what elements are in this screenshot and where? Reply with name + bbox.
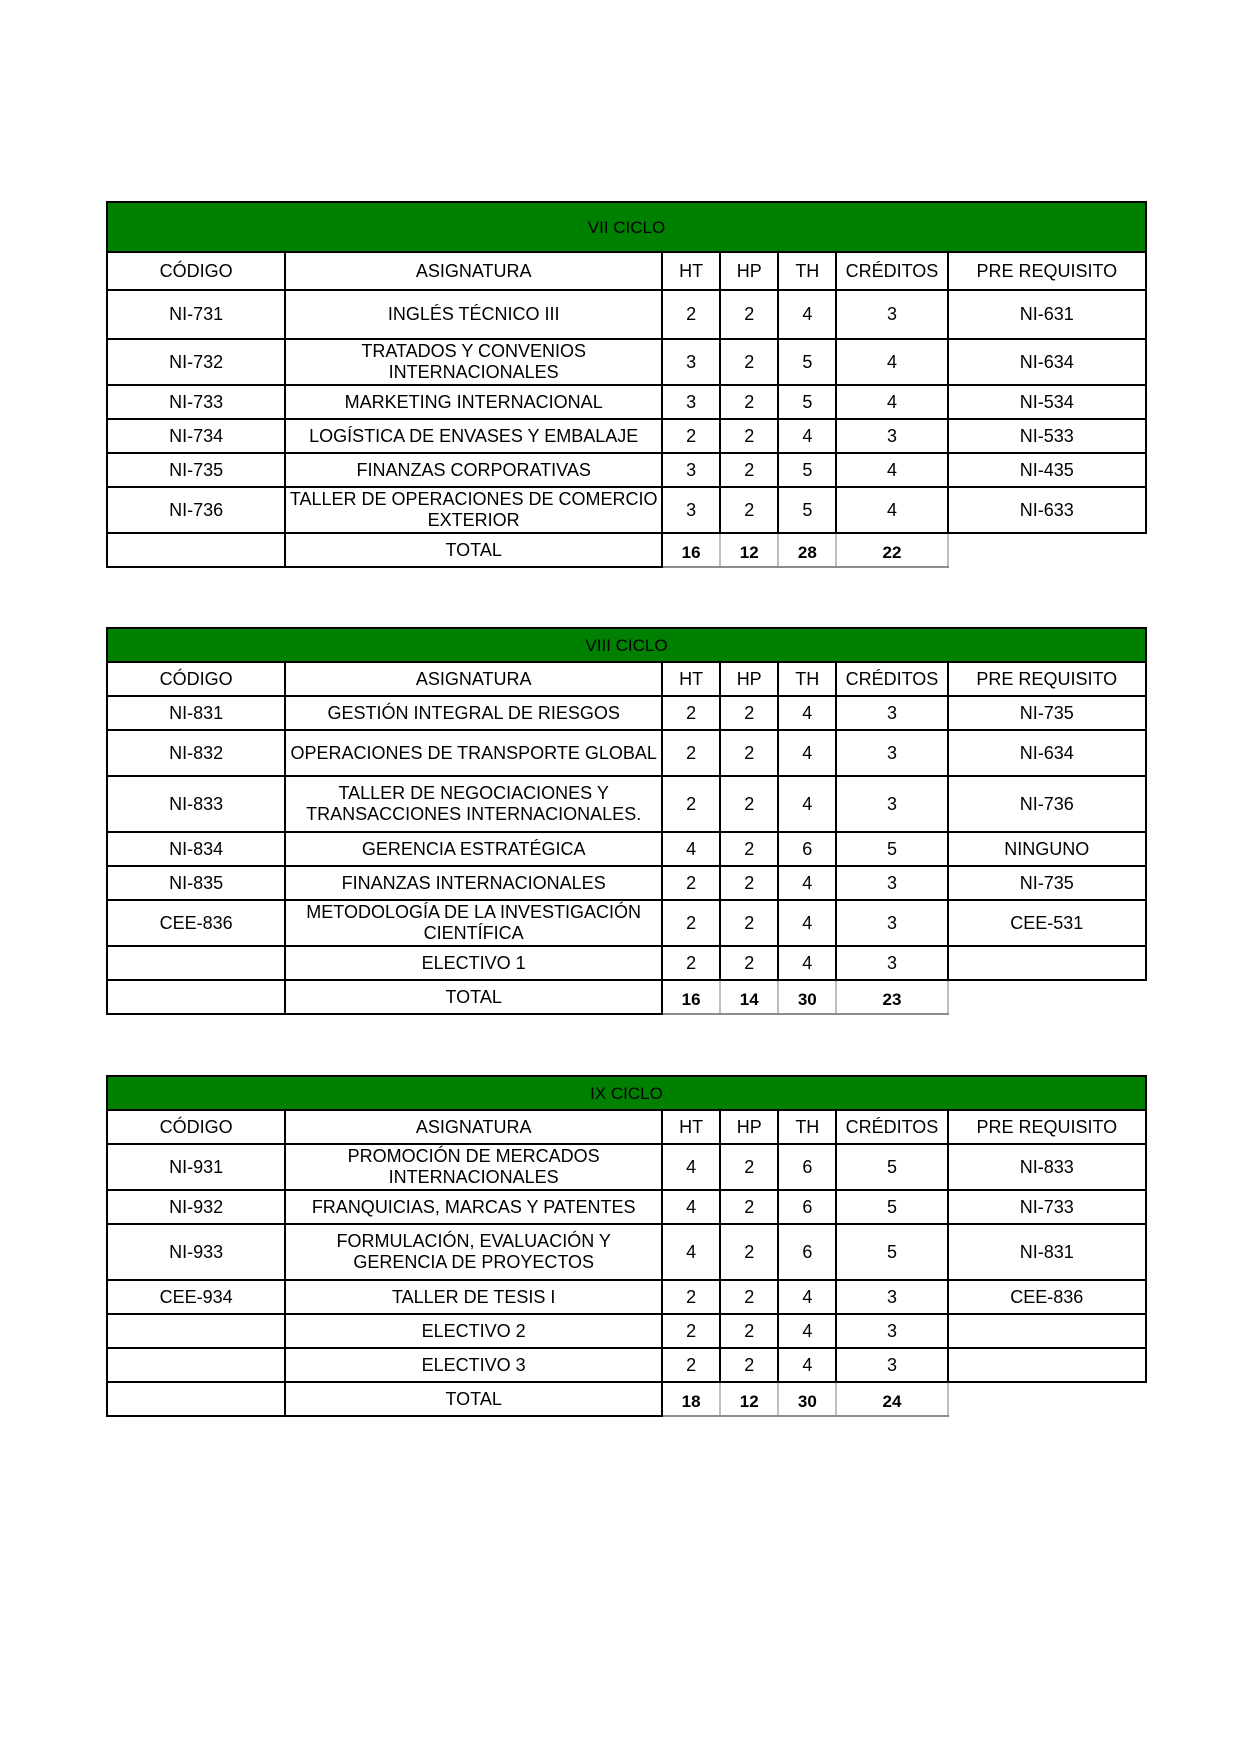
cell-asignatura: TALLER DE NEGOCIACIONES Y TRANSACCIONES INTERNACIONALES. [285, 776, 662, 832]
cell-prerequisito: NI-435 [948, 453, 1146, 487]
cell-creditos: 3 [836, 1314, 947, 1348]
total-creditos: 22 [836, 533, 947, 567]
cell-hp: 2 [720, 1190, 778, 1224]
cell-ht: 2 [662, 290, 720, 339]
total-empty-cell [107, 533, 285, 567]
column-header-prerequisito: PRE REQUISITO [948, 662, 1146, 696]
table-row [107, 419, 1146, 453]
cell-ht: 4 [662, 832, 720, 866]
cell-codigo [107, 1314, 285, 1348]
column-header-hp: HP [720, 1110, 778, 1144]
cell-codigo: NI-832 [107, 730, 285, 776]
column-header-ht: HT [662, 252, 720, 290]
cycle-title-row [107, 202, 1146, 252]
cell-prerequisito [948, 946, 1146, 980]
cell-creditos: 3 [836, 1348, 947, 1382]
cell-hp: 2 [720, 419, 778, 453]
table-row [107, 1280, 1146, 1314]
cell-asignatura: TRATADOS Y CONVENIOS INTERNACIONALES [285, 339, 662, 385]
cell-ht: 4 [662, 1224, 720, 1280]
cell-asignatura: INGLÉS TÉCNICO III [285, 290, 662, 339]
cell-hp: 2 [720, 1314, 778, 1348]
total-blank-cell [948, 533, 1146, 567]
cell-prerequisito: NI-735 [948, 696, 1146, 730]
cell-asignatura: FINANZAS CORPORATIVAS [285, 453, 662, 487]
column-header-ht: HT [662, 1110, 720, 1144]
total-th: 30 [778, 1382, 836, 1416]
cell-codigo: NI-931 [107, 1144, 285, 1190]
cell-ht: 2 [662, 946, 720, 980]
cell-asignatura: ELECTIVO 2 [285, 1314, 662, 1348]
total-ht: 16 [662, 980, 720, 1014]
cell-hp: 2 [720, 696, 778, 730]
cell-creditos: 3 [836, 419, 947, 453]
cell-codigo [107, 1348, 285, 1382]
cell-th: 4 [778, 730, 836, 776]
cell-codigo: NI-733 [107, 385, 285, 419]
cell-creditos: 4 [836, 453, 947, 487]
cell-ht: 2 [662, 696, 720, 730]
total-row [107, 1382, 1146, 1416]
cell-hp: 2 [720, 1144, 778, 1190]
cell-hp: 2 [720, 900, 778, 946]
cell-hp: 2 [720, 453, 778, 487]
cell-prerequisito [948, 1348, 1146, 1382]
column-header-asignatura: ASIGNATURA [285, 1110, 662, 1144]
cell-ht: 4 [662, 1190, 720, 1224]
cell-creditos: 3 [836, 730, 947, 776]
cell-th: 4 [778, 1314, 836, 1348]
cell-hp: 2 [720, 487, 778, 533]
table-row [107, 453, 1146, 487]
cell-codigo: NI-732 [107, 339, 285, 385]
column-header-codigo: CÓDIGO [107, 1110, 285, 1144]
cycle-title-row [107, 1076, 1146, 1110]
total-creditos: 23 [836, 980, 947, 1014]
table-row [107, 1190, 1146, 1224]
cell-prerequisito: NI-736 [948, 776, 1146, 832]
total-creditos: 24 [836, 1382, 947, 1416]
cell-creditos: 5 [836, 1190, 947, 1224]
column-header-codigo: CÓDIGO [107, 252, 285, 290]
table-row [107, 1224, 1146, 1280]
cycle-table [106, 1075, 1147, 1417]
table-row [107, 290, 1146, 339]
cell-hp: 2 [720, 290, 778, 339]
table-row [107, 1314, 1146, 1348]
cell-prerequisito: NI-534 [948, 385, 1146, 419]
cell-asignatura: GESTIÓN INTEGRAL DE RIESGOS [285, 696, 662, 730]
cell-codigo: NI-833 [107, 776, 285, 832]
cell-codigo: NI-835 [107, 866, 285, 900]
cell-hp: 2 [720, 1280, 778, 1314]
cell-codigo: NI-735 [107, 453, 285, 487]
cell-th: 5 [778, 487, 836, 533]
table-row [107, 1144, 1146, 1190]
cell-creditos: 3 [836, 776, 947, 832]
cell-th: 6 [778, 1190, 836, 1224]
cell-creditos: 5 [836, 1144, 947, 1190]
column-header-prerequisito: PRE REQUISITO [948, 252, 1146, 290]
cell-th: 4 [778, 946, 836, 980]
column-header-th: TH [778, 252, 836, 290]
cell-asignatura: ELECTIVO 3 [285, 1348, 662, 1382]
cell-creditos: 3 [836, 290, 947, 339]
cell-prerequisito: CEE-531 [948, 900, 1146, 946]
cell-ht: 2 [662, 866, 720, 900]
cell-codigo: NI-736 [107, 487, 285, 533]
cell-th: 6 [778, 1224, 836, 1280]
cell-codigo: NI-731 [107, 290, 285, 339]
total-hp: 12 [720, 1382, 778, 1416]
cell-prerequisito: NI-735 [948, 866, 1146, 900]
total-hp: 12 [720, 533, 778, 567]
cell-prerequisito: NI-634 [948, 339, 1146, 385]
total-label: TOTAL [285, 980, 662, 1014]
cell-ht: 3 [662, 385, 720, 419]
cell-th: 4 [778, 1280, 836, 1314]
cell-hp: 2 [720, 1224, 778, 1280]
cell-ht: 2 [662, 1314, 720, 1348]
cell-prerequisito: NINGUNO [948, 832, 1146, 866]
cell-creditos: 3 [836, 866, 947, 900]
total-row [107, 980, 1146, 1014]
cell-asignatura: FORMULACIÓN, EVALUACIÓN Y GERENCIA DE PROYECTOS [285, 1224, 662, 1280]
cell-ht: 2 [662, 1280, 720, 1314]
cell-th: 4 [778, 419, 836, 453]
cycle-title: VII CICLO [107, 202, 1146, 252]
total-label: TOTAL [285, 1382, 662, 1416]
table-row [107, 730, 1146, 776]
cell-th: 6 [778, 832, 836, 866]
column-header-asignatura: ASIGNATURA [285, 662, 662, 696]
cell-codigo: CEE-836 [107, 900, 285, 946]
cell-asignatura: METODOLOGÍA DE LA INVESTIGACIÓN CIENTÍFICA [285, 900, 662, 946]
cell-th: 4 [778, 290, 836, 339]
column-header-prerequisito: PRE REQUISITO [948, 1110, 1146, 1144]
cell-ht: 3 [662, 487, 720, 533]
cell-ht: 3 [662, 339, 720, 385]
cell-asignatura: OPERACIONES DE TRANSPORTE GLOBAL [285, 730, 662, 776]
table-row [107, 900, 1146, 946]
cell-creditos: 4 [836, 339, 947, 385]
cell-asignatura: GERENCIA ESTRATÉGICA [285, 832, 662, 866]
cell-asignatura: LOGÍSTICA DE ENVASES Y EMBALAJE [285, 419, 662, 453]
cell-prerequisito: NI-631 [948, 290, 1146, 339]
cell-hp: 2 [720, 1348, 778, 1382]
cell-hp: 2 [720, 946, 778, 980]
cell-creditos: 4 [836, 385, 947, 419]
cell-hp: 2 [720, 730, 778, 776]
table-row [107, 832, 1146, 866]
cycle-title-row [107, 628, 1146, 662]
cell-asignatura: MARKETING INTERNACIONAL [285, 385, 662, 419]
cell-ht: 2 [662, 730, 720, 776]
total-empty-cell [107, 1382, 285, 1416]
cell-asignatura: TALLER DE OPERACIONES DE COMERCIO EXTERIOR [285, 487, 662, 533]
cell-prerequisito [948, 1314, 1146, 1348]
cell-prerequisito: CEE-836 [948, 1280, 1146, 1314]
cell-creditos: 4 [836, 487, 947, 533]
total-blank-cell [948, 980, 1146, 1014]
total-th: 30 [778, 980, 836, 1014]
column-header-creditos: CRÉDITOS [836, 1110, 947, 1144]
cell-asignatura: FINANZAS INTERNACIONALES [285, 866, 662, 900]
total-blank-cell [948, 1382, 1146, 1416]
column-header-row [107, 252, 1146, 290]
cell-th: 4 [778, 866, 836, 900]
cell-ht: 2 [662, 419, 720, 453]
cell-prerequisito: NI-634 [948, 730, 1146, 776]
cell-codigo: NI-834 [107, 832, 285, 866]
column-header-th: TH [778, 1110, 836, 1144]
cell-creditos: 3 [836, 1280, 947, 1314]
cell-th: 6 [778, 1144, 836, 1190]
total-hp: 14 [720, 980, 778, 1014]
cell-hp: 2 [720, 385, 778, 419]
cell-hp: 2 [720, 776, 778, 832]
table-row [107, 866, 1146, 900]
column-header-creditos: CRÉDITOS [836, 662, 947, 696]
cycle-table [106, 627, 1147, 1015]
cycle-title: IX CICLO [107, 1076, 1146, 1110]
cell-creditos: 5 [836, 1224, 947, 1280]
cell-codigo: NI-831 [107, 696, 285, 730]
total-ht: 16 [662, 533, 720, 567]
cell-prerequisito: NI-733 [948, 1190, 1146, 1224]
cycle-table [106, 201, 1147, 568]
cell-prerequisito: NI-533 [948, 419, 1146, 453]
column-header-asignatura: ASIGNATURA [285, 252, 662, 290]
total-row [107, 533, 1146, 567]
cell-hp: 2 [720, 832, 778, 866]
column-header-hp: HP [720, 662, 778, 696]
cell-creditos: 5 [836, 832, 947, 866]
column-header-row [107, 662, 1146, 696]
table-row [107, 487, 1146, 533]
cell-ht: 2 [662, 776, 720, 832]
cell-asignatura: TALLER DE TESIS I [285, 1280, 662, 1314]
cell-th: 4 [778, 696, 836, 730]
cell-prerequisito: NI-833 [948, 1144, 1146, 1190]
total-th: 28 [778, 533, 836, 567]
cell-creditos: 3 [836, 696, 947, 730]
cell-creditos: 3 [836, 946, 947, 980]
cell-prerequisito: NI-831 [948, 1224, 1146, 1280]
total-label: TOTAL [285, 533, 662, 567]
table-row [107, 1348, 1146, 1382]
table-row [107, 696, 1146, 730]
column-header-hp: HP [720, 252, 778, 290]
total-empty-cell [107, 980, 285, 1014]
table-row [107, 946, 1146, 980]
cell-ht: 3 [662, 453, 720, 487]
cell-asignatura: FRANQUICIAS, MARCAS Y PATENTES [285, 1190, 662, 1224]
column-header-codigo: CÓDIGO [107, 662, 285, 696]
table-row [107, 339, 1146, 385]
cell-prerequisito: NI-633 [948, 487, 1146, 533]
table-row [107, 385, 1146, 419]
cell-codigo: NI-933 [107, 1224, 285, 1280]
column-header-ht: HT [662, 662, 720, 696]
cell-asignatura: ELECTIVO 1 [285, 946, 662, 980]
cell-creditos: 3 [836, 900, 947, 946]
cell-hp: 2 [720, 866, 778, 900]
cell-ht: 2 [662, 1348, 720, 1382]
table-row [107, 776, 1146, 832]
cell-codigo [107, 946, 285, 980]
cell-th: 5 [778, 453, 836, 487]
cell-ht: 4 [662, 1144, 720, 1190]
cell-th: 5 [778, 339, 836, 385]
cell-hp: 2 [720, 339, 778, 385]
cell-th: 4 [778, 1348, 836, 1382]
cell-th: 4 [778, 900, 836, 946]
column-header-th: TH [778, 662, 836, 696]
cell-codigo: NI-932 [107, 1190, 285, 1224]
cell-th: 4 [778, 776, 836, 832]
cell-asignatura: PROMOCIÓN DE MERCADOS INTERNACIONALES [285, 1144, 662, 1190]
cell-codigo: CEE-934 [107, 1280, 285, 1314]
cell-ht: 2 [662, 900, 720, 946]
cell-codigo: NI-734 [107, 419, 285, 453]
column-header-creditos: CRÉDITOS [836, 252, 947, 290]
cycle-title: VIII CICLO [107, 628, 1146, 662]
total-ht: 18 [662, 1382, 720, 1416]
column-header-row [107, 1110, 1146, 1144]
cell-th: 5 [778, 385, 836, 419]
